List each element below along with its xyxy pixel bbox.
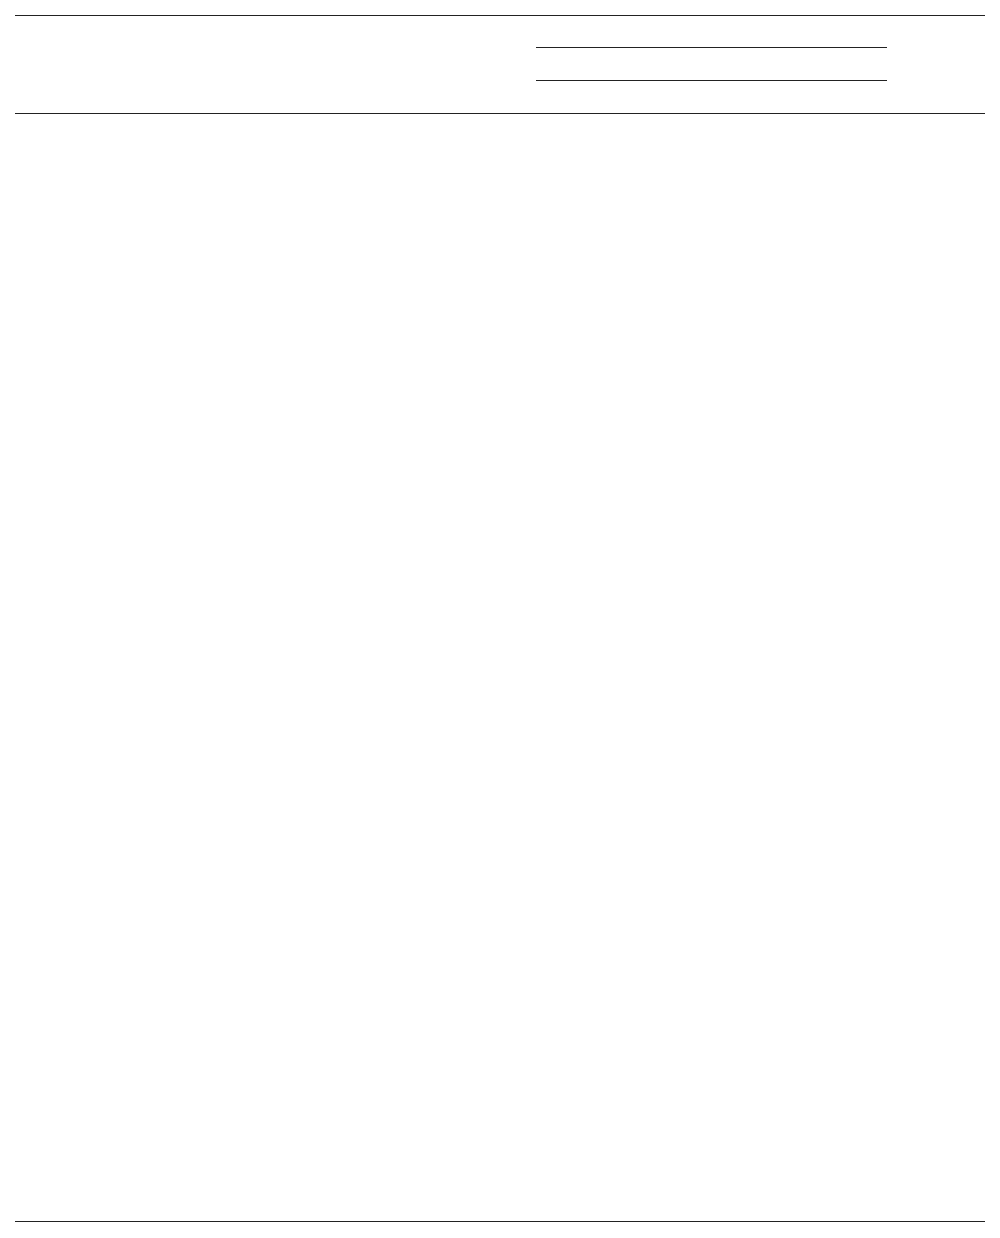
top-rule	[15, 15, 985, 16]
header-bottom-rule	[15, 113, 985, 114]
group-rule	[536, 47, 887, 48]
bottom-rule	[15, 1221, 985, 1222]
subgroup-rule	[536, 80, 887, 81]
